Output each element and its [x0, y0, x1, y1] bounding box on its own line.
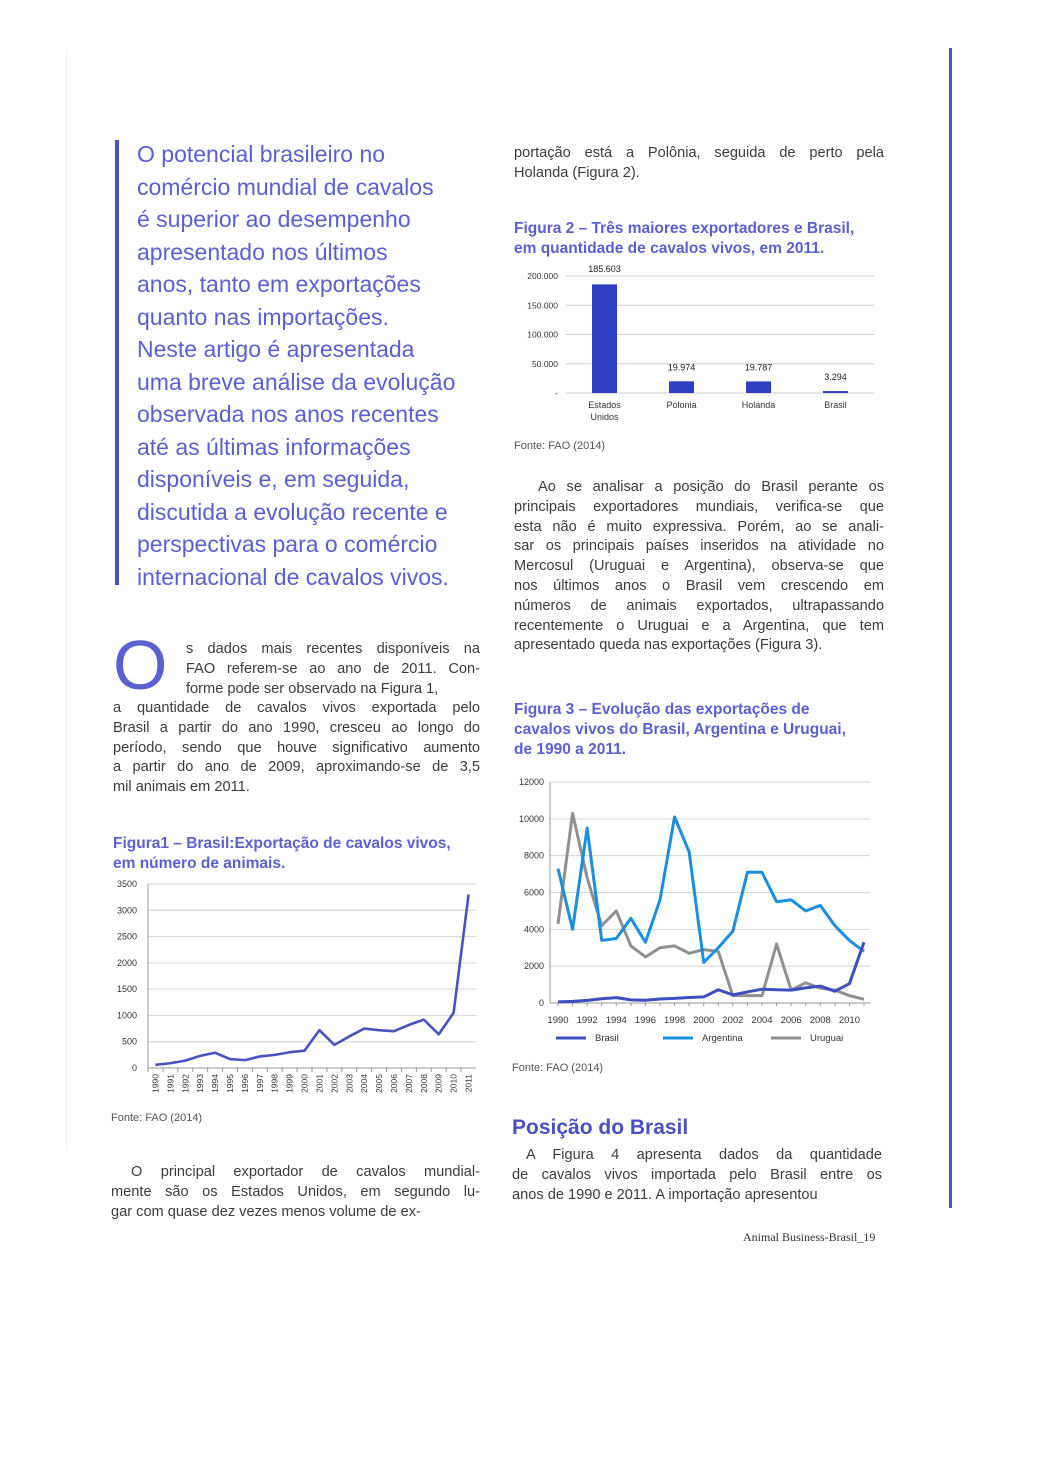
text-line: mente são os Estados Unidos, em segundo lu-	[111, 1183, 480, 1200]
text-line: apresentado queda nas exportações (Figura 3).	[514, 637, 823, 654]
x-tick-label: 2000	[693, 1015, 715, 1026]
y-tick-label: 0	[538, 998, 544, 1008]
bar	[823, 391, 848, 393]
fig3-source: Fonte: FAO (2014)	[512, 1062, 604, 1074]
y-tick-label: 4000	[523, 924, 544, 935]
bar	[746, 381, 771, 393]
fig1-title	[113, 834, 483, 874]
bar	[592, 284, 617, 393]
y-tick-label: 500	[121, 1036, 137, 1047]
fig3-title	[514, 700, 884, 760]
x-tick-label: 1991	[165, 1074, 176, 1093]
text-line: Brasil a partir do ano 1990, cresceu ao longo do	[113, 719, 480, 736]
x-tick-label: 2003	[344, 1074, 355, 1093]
x-tick-label: 2011	[463, 1074, 474, 1093]
y-tick-label: 2500	[116, 931, 137, 942]
y-tick-label: 10000	[518, 813, 544, 824]
text-line: cavalos vivos do Brasil, Argentina e Uruguai,	[514, 721, 846, 738]
text-line: anos, tanto em exportações	[137, 271, 421, 297]
margin-accent-rule	[949, 48, 952, 1208]
fig1-source: Fonte: FAO (2014)	[111, 1112, 203, 1124]
text-line: em quantidade de cavalos vivos, em 2011.	[514, 240, 825, 257]
y-tick-label: 1500	[116, 984, 137, 995]
x-tick-label: 1992	[576, 1015, 598, 1026]
intro-paragraph-indented	[186, 640, 480, 699]
y-tick-label: -	[555, 388, 558, 398]
x-tick-label: Brasil	[824, 400, 847, 410]
text-line: Figura1 – Brasil:Exportação de cavalos vivos,	[113, 835, 451, 852]
dropcap: O	[113, 626, 168, 704]
text-line: apresentado nos últimos	[137, 238, 388, 265]
text-line: Figura 2 – Três maiores exportadores e Brasil,	[514, 220, 855, 237]
y-tick-label: 2000	[523, 961, 544, 972]
legend-label: Brasil	[595, 1033, 619, 1044]
legend-label: Uruguai	[810, 1033, 844, 1044]
text-line: internacional de cavalos vivos.	[137, 563, 449, 590]
text-line: é superior ao desempenho	[137, 206, 411, 232]
x-tick-label: 1999	[284, 1074, 295, 1093]
page-edge-shadow	[66, 50, 67, 1150]
text-line: perspectivas para o comércio	[137, 531, 438, 557]
x-tick-label: 2002	[722, 1015, 744, 1026]
text-line: Figura 3 – Evolução das exportações de	[514, 701, 810, 718]
col2-continuation	[514, 144, 884, 184]
x-tick-label: 2007	[403, 1074, 414, 1093]
text-line: anos de 1990 e 2011. A importação apresentou	[512, 1186, 818, 1203]
y-tick-label: 3000	[116, 905, 137, 916]
x-tick-label: 1994	[605, 1015, 627, 1026]
text-line: FAO referem-se ao ano de 2011. Con-	[186, 660, 480, 677]
x-tick-label: 2008	[809, 1015, 831, 1026]
text-line: mil animais em 2011.	[113, 779, 250, 796]
x-tick-label: 1992	[180, 1074, 191, 1093]
pullquote	[137, 138, 482, 593]
x-tick-label: 2000	[299, 1074, 310, 1093]
text-line: até as últimas informações	[137, 433, 411, 460]
x-tick-label: 1998	[664, 1015, 686, 1026]
x-tick-label: Holanda	[741, 400, 776, 410]
text-line: a quantidade de cavalos vivos exportada pelo	[113, 700, 480, 716]
x-tick-label: 2008	[418, 1074, 429, 1093]
page-footer: Animal Business-Brasil_19	[743, 1230, 876, 1244]
text-line: discutida a evolução recente e	[137, 498, 448, 525]
fig1-chart	[108, 875, 488, 1105]
x-tick-label: 2010	[838, 1015, 860, 1026]
bar	[669, 381, 694, 393]
x-tick-label: 1995	[225, 1074, 235, 1093]
text-line: Holanda (Figura 2).	[514, 164, 640, 181]
text-line: Mercosul (Uruguai e Argentina), observa-se que	[514, 558, 884, 575]
x-tick-label: 2009	[433, 1074, 444, 1093]
y-tick-label: 50.000	[532, 358, 558, 369]
x-tick-label: 1994	[210, 1074, 221, 1093]
col1-closing-paragraph	[111, 1163, 480, 1222]
text-line: portação está a Polônia, seguida de perto pela	[514, 145, 884, 161]
text-line: uma breve análise da evolução	[137, 368, 456, 395]
x-tick-label: Estados	[588, 400, 621, 410]
text-line: s dados mais recentes disponíveis na	[186, 641, 480, 657]
data-label: 185.603	[588, 264, 621, 274]
x-tick-label: 2001	[314, 1074, 325, 1093]
text-line: observada nos anos recentes	[137, 401, 439, 427]
text-line: sar os principais países inseridos na atividade no	[514, 538, 884, 555]
section-heading: Posição do Brasil	[512, 1116, 689, 1139]
data-label: 19.787	[744, 362, 773, 373]
text-line: forme pode ser observado na Figura 1,	[186, 680, 439, 697]
x-tick-label: 1990	[547, 1015, 569, 1026]
analysis-paragraph	[514, 478, 884, 656]
x-tick-label: 1996	[634, 1015, 656, 1026]
y-tick-label: 6000	[523, 887, 544, 898]
text-line: O potencial brasileiro no	[137, 141, 386, 167]
text-line: em número de animais.	[113, 855, 286, 872]
y-tick-label: 150.000	[527, 300, 558, 311]
x-tick-label: 1997	[254, 1074, 265, 1093]
x-tick-label: Polonia	[666, 400, 697, 410]
x-tick-label: 2010	[448, 1074, 459, 1093]
series-line-argentina	[558, 817, 864, 962]
text-line: de cavalos vivos importada pelo Brasil entre os	[512, 1166, 882, 1183]
text-line: A Figura 4 apresenta dados da quantidade	[526, 1147, 882, 1163]
x-tick-label: 1993	[195, 1074, 206, 1093]
fig2-source: Fonte: FAO (2014)	[514, 440, 606, 452]
text-line: nos últimos anos o Brasil vem crescendo em	[514, 577, 884, 594]
y-tick-label: 8000	[523, 850, 544, 861]
pullquote-bar	[115, 140, 119, 585]
x-tick-label: Unidos	[590, 412, 619, 422]
text-line: O principal exportador de cavalos mundial-	[131, 1164, 480, 1180]
x-tick-label: 2004	[751, 1015, 773, 1026]
text-line: Ao se analisar a posição do Brasil perante os	[538, 479, 884, 495]
text-line: a partir do ano de 2009, aproximando-se de 3,5	[113, 759, 480, 776]
series-line-brasil	[155, 895, 468, 1065]
text-line: período, sendo que houve significativo aumento	[113, 739, 480, 756]
text-line: Neste artigo é apresentada	[137, 336, 415, 362]
y-tick-label: 2000	[116, 957, 137, 968]
x-tick-label: 1990	[150, 1074, 161, 1093]
x-tick-label: 2002	[329, 1074, 340, 1093]
x-tick-label: 2006	[780, 1015, 802, 1026]
fig3-chart	[506, 772, 886, 1052]
fig2-chart	[508, 260, 888, 432]
legend-label: Argentina	[702, 1033, 743, 1044]
text-line: quanto nas importações.	[137, 303, 389, 330]
text-line: comércio mundial de cavalos	[137, 173, 434, 200]
text-line: disponíveis e, em seguida,	[137, 466, 410, 492]
x-tick-label: 1998	[269, 1074, 280, 1093]
x-tick-label: 2004	[359, 1074, 370, 1093]
y-tick-label: 12000	[518, 777, 544, 787]
y-tick-label: 200.000	[527, 271, 558, 281]
text-line: principais exportadores mundiais, verifica-se que	[514, 498, 884, 515]
y-tick-label: 1000	[116, 1010, 137, 1021]
section-paragraph	[512, 1146, 882, 1205]
y-tick-label: 3500	[116, 879, 137, 889]
text-line: recentemente o Uruguai e a Argentina, que tem	[514, 617, 884, 634]
text-line: gar com quase dez vezes menos volume de ex-	[111, 1203, 421, 1220]
y-tick-label: 0	[131, 1063, 137, 1073]
data-label: 19.974	[667, 362, 696, 373]
intro-paragraph	[113, 699, 480, 798]
x-tick-label: 2006	[389, 1074, 399, 1093]
text-line: esta não é muito expressiva. Porém, ao se anali-	[514, 518, 884, 535]
x-tick-label: 2005	[374, 1074, 385, 1093]
text-line: números de animais exportados, ultrapassando	[514, 597, 884, 614]
x-tick-label: 1996	[239, 1074, 250, 1093]
y-tick-label: 100.000	[527, 329, 558, 340]
fig2-title	[514, 219, 884, 259]
data-label: 3.294	[824, 372, 847, 383]
text-line: de 1990 a 2011.	[514, 741, 627, 758]
